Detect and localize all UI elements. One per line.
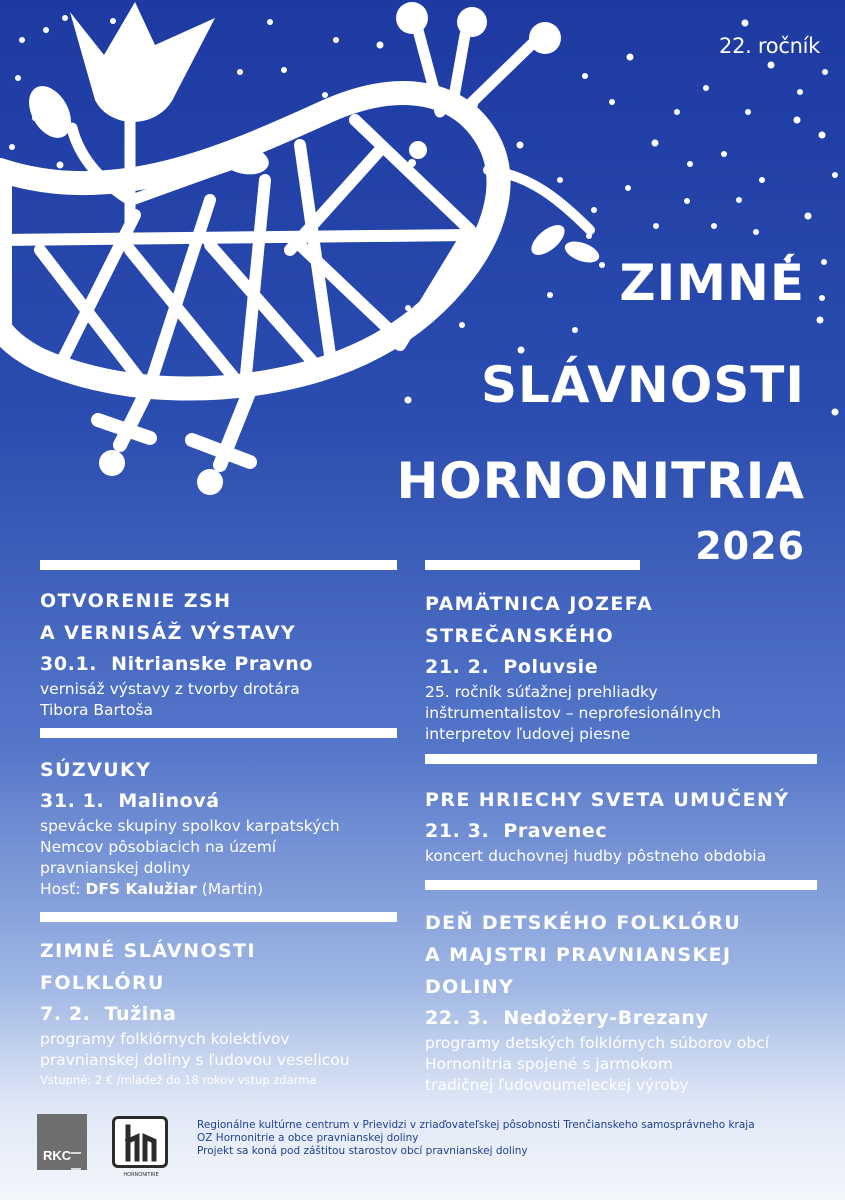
title-line-2: SLÁVNOSTI [481, 356, 805, 414]
event-card [40, 754, 420, 900]
footer-credits [197, 1119, 755, 1158]
guest-label: Hosť: [40, 880, 86, 898]
event-card [40, 935, 420, 1088]
event-description: koncert duchovnej hudby pôstneho obdobia [425, 847, 767, 865]
event-description: vernisáž výstavy z tvorby drotára [40, 680, 300, 698]
divider-bar [40, 912, 397, 922]
event-description: interpretov ľudovej piesne [425, 725, 631, 743]
guest-name: DFS Kalužiar [85, 880, 197, 898]
event-description: Nemcov pôsobiacich na území [40, 838, 277, 856]
event-date-value: 21. 2. [425, 656, 490, 678]
event-description: inštrumentalistov – neprofesionálnych [425, 704, 722, 722]
event-place: Poluvsie [503, 656, 599, 678]
event-card [425, 588, 820, 745]
event-place: Tužina [104, 1003, 177, 1025]
divider-bar [40, 560, 397, 570]
event-place: Nedožery-Brezany [503, 1007, 709, 1029]
event-description: Hornonitria spojené s jarmokom [425, 1055, 673, 1073]
event-description: tradičnej ľudovoumeleckej výroby [425, 1076, 689, 1094]
footer-line: Regionálne kultúrne centrum v Prievidzi v zriaďovateľskej pôsobnosti Trenčianskeho samosprávneho kraja [197, 1119, 755, 1131]
event-date [40, 649, 420, 679]
festival-year: 2026 [695, 524, 805, 568]
event-title: DOLINY [425, 976, 515, 998]
divider-bar [40, 728, 397, 738]
event-title: STREČANSKÉHO [425, 625, 615, 647]
event-description: programy folklórnych kolektívov [40, 1030, 290, 1048]
event-date [425, 816, 820, 846]
footer [0, 1106, 845, 1200]
event-description: pravnianskej doliny [40, 859, 191, 877]
event-date [40, 786, 420, 816]
event-card [425, 907, 820, 1096]
divider-bar [425, 880, 817, 890]
event-date-value: 21. 3. [425, 820, 490, 842]
event-title: PAMÄTNICA JOZEFA [425, 593, 654, 615]
event-date [425, 1003, 820, 1033]
edition-label: 22. ročník [719, 34, 820, 58]
event-date-value: 7. 2. [40, 1003, 91, 1025]
event-card [425, 784, 820, 867]
footer-line: OZ Hornonitrie a obce pravnianskej doliny [197, 1132, 419, 1144]
event-date-value: 22. 3. [425, 1007, 490, 1029]
title-line-1: ZIMNÉ [619, 254, 805, 312]
divider-bar [425, 560, 640, 570]
event-title: PRE HRIECHY SVETA UMUČENÝ [425, 789, 790, 811]
hornonitrie-logo-caption: HORNONITRIE [123, 1172, 159, 1178]
event-description: Tibora Bartoša [40, 701, 154, 719]
event-title: SÚZVUKY [40, 759, 152, 781]
divider-bar [425, 754, 817, 764]
event-date-value: 30.1. [40, 653, 98, 675]
event-title: ZIMNÉ SLÁVNOSTI [40, 940, 256, 962]
event-title: FOLKLÓRU [40, 972, 165, 994]
event-description: programy detských folklórnych súborov obcí [425, 1034, 770, 1052]
guest-suffix: (Martin) [196, 880, 264, 898]
event-date-value: 31. 1. [40, 790, 105, 812]
rkc-logo-icon [37, 1114, 87, 1170]
footer-line: Projekt sa koná pod záštitou starostov obcí pravnianskej doliny [197, 1145, 528, 1157]
event-title: OTVORENIE ZSH [40, 590, 232, 612]
event-date [40, 999, 420, 1029]
event-place: Pravenec [503, 820, 608, 842]
event-date [425, 652, 820, 682]
event-title: DEŇ DETSKÉHO FOLKLÓRU [425, 912, 742, 934]
event-place: Malinová [118, 790, 220, 812]
hornonitrie-logo-mark [115, 1119, 165, 1165]
event-description: spevácke skupiny spolkov karpatských [40, 817, 340, 835]
event-admission-note: Vstupné: 2 € /mládež do 18 rokov vstup zdarma [40, 1073, 317, 1087]
rkc-logo-text: RKC [43, 1148, 72, 1163]
event-title: A MAJSTRI PRAVNIANSKEJ [425, 944, 732, 966]
event-title: A VERNISÁŽ VÝSTAVY [40, 622, 297, 644]
event-guest [40, 879, 420, 900]
hornonitrie-logo-icon [112, 1116, 168, 1168]
event-place: Nitrianske Pravno [111, 653, 314, 675]
event-description: pravnianskej doliny s ľudovou veselicou [40, 1051, 350, 1069]
event-description: 25. ročník súťažnej prehliadky [425, 683, 658, 701]
title-line-3: HORNONITRIA [396, 452, 805, 510]
event-card [40, 585, 420, 721]
rkc-logo-lines [71, 1152, 81, 1170]
